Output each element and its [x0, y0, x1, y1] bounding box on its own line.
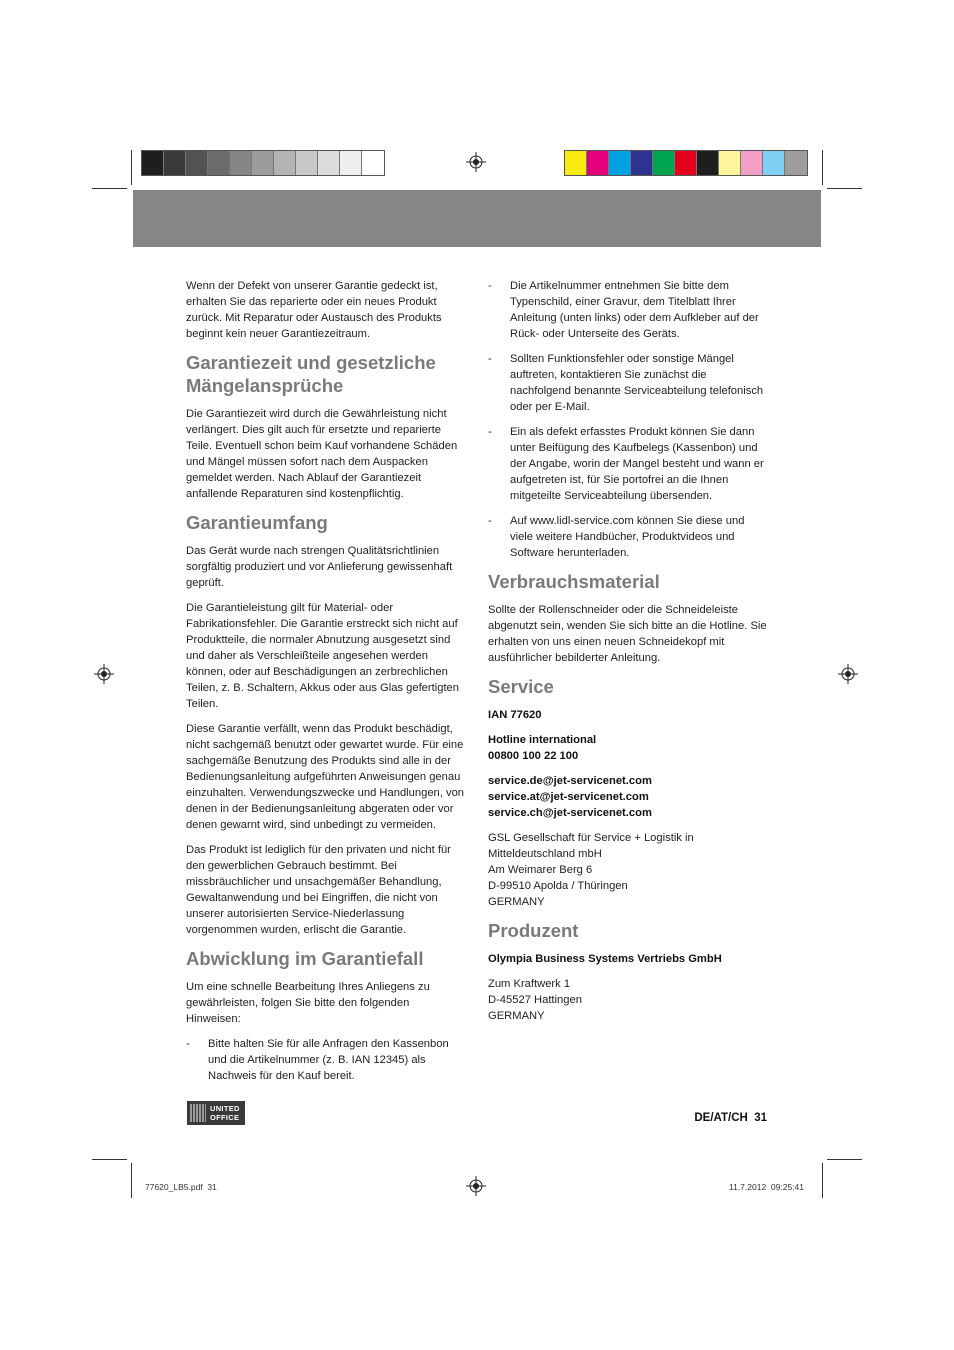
heading-abwicklung: Abwicklung im Garantiefall [186, 948, 424, 969]
crop-mark [822, 150, 823, 185]
gray-swatch [340, 151, 362, 175]
crop-mark [827, 188, 862, 189]
bullet-text: Ein als defekt erfasstes Produkt können Sie dann unter Beifügung des Kaufbelegs (Kassenbon) und der Angabe, worin der Mangel besteht und wann er aufgetreten ist, für Sie portofrei an die Ihnen mitgeteilte Serviceabteilung übersenden. [510, 426, 764, 502]
email-ch-link[interactable]: service.ch@jet-servicenet.com [488, 807, 652, 819]
gray-swatch [164, 151, 186, 175]
gray-swatch [296, 151, 318, 175]
right-column [488, 278, 768, 1024]
color-swatch [653, 151, 675, 175]
bullet-text: Auf www.lidl-service.com können Sie diese und viele weitere Handbücher, Produktvideos und Software herunterladen. [510, 515, 745, 559]
united-office-logo [187, 1101, 245, 1125]
paragraph-umfang-2: Die Garantieleistung gilt für Material- oder Fabrikationsfehler. Die Garantie erstreckt sich nicht auf Produktteile, die normaler Abnutzung ausgesetzt sind und daher als Verschleißteile angesehen werden können, oder auf Beschädigungen an zerbrechlichen Teilen, z. B. Schaltern, Akkus oder aus Glas gefertigten Teilen. [186, 602, 459, 710]
paragraph-garantiezeit: Die Garantiezeit wird durch die Gewährleistung nicht verlängert. Dies gilt auch für ersetzte und reparierte Teile. Eventuell schon beim Kauf vorhandene Schäden und Mängel müssen sofort nach dem Auspacken gemeldet werden. Nach Ablauf der Garantiezeit anfallende Reparaturen sind kostenpflichtig. [186, 408, 458, 500]
heading-garantieumfang: Garantieumfang [186, 512, 328, 533]
registration-mark-icon [466, 152, 486, 172]
header-band [133, 190, 821, 247]
email-de-link[interactable]: service.de@jet-servicenet.com [488, 775, 652, 787]
producer-country: GERMANY [488, 1010, 545, 1022]
slug-filename: 77620_LB5.pdf 31 [145, 1182, 217, 1192]
bullet-dash: - [186, 1038, 190, 1050]
heading-produzent: Produzent [488, 920, 579, 941]
crop-mark [827, 1159, 862, 1160]
gray-swatch [318, 151, 340, 175]
list-item [488, 424, 768, 504]
crop-mark [131, 1163, 132, 1198]
crop-mark [131, 150, 132, 185]
logo-grid-icon [190, 1104, 206, 1122]
color-swatch [565, 151, 587, 175]
registration-mark-icon [838, 664, 858, 684]
gray-swatch [186, 151, 208, 175]
bullet-dash: - [488, 353, 492, 365]
gray-swatch [208, 151, 230, 175]
paragraph-umfang-4: Das Produkt ist lediglich für den privaten und nicht für den gewerblichen Gebrauch bestimmt. Bei missbräuchlicher und unsachgemäßer Behandlung, Gewaltanwendung und bei Eingriffen, die nicht von unserer autorisierten Service-Niederlassung vorgenommen wurden, erlischt die Garantie. [186, 844, 451, 936]
logo-line-2: OFFICE [210, 1113, 240, 1122]
left-column [186, 278, 466, 1093]
heading-verbrauchsmaterial: Verbrauchsmaterial [488, 571, 660, 592]
paragraph-umfang-1: Das Gerät wurde nach strengen Qualitätsrichtlinien sorgfältig produziert und vor Anlieferung gewissenhaft geprüft. [186, 545, 453, 589]
gray-calibration-bar [141, 150, 385, 176]
producer-name: Olympia Business Systems Vertriebs GmbH [488, 953, 722, 965]
address-country: GERMANY [488, 896, 545, 908]
heading-service: Service [488, 676, 554, 697]
color-swatch [763, 151, 785, 175]
crop-mark [822, 1163, 823, 1198]
intro-paragraph: Wenn der Defekt von unserer Garantie gedeckt ist, erhalten Sie das reparierte oder ein neues Produkt zurück. Mit Reparatur oder Austausch des Produkts beginnt kein neuer Garantiezeitraum. [186, 280, 442, 340]
color-swatch [719, 151, 741, 175]
list-item [488, 351, 768, 415]
gray-swatch [230, 151, 252, 175]
color-swatch [785, 151, 807, 175]
slug-timestamp: 11.7.2012 09:25:41 [729, 1182, 804, 1192]
bullet-dash: - [488, 280, 492, 292]
paragraph-abwicklung: Um eine schnelle Bearbeitung Ihres Anliegens zu gewährleisten, folgen Sie bitte den folgenden Hinweisen: [186, 981, 430, 1025]
page-number: DE/AT/CH 31 [694, 1112, 767, 1124]
paragraph-verbrauchsmaterial: Sollte der Rollenschneider oder die Schneideleiste abgenutzt sein, wenden Sie sich bitte an die Hotline. Sie erhalten von uns einen neuen Schneidekopf mit ausführlicher bebilderter Anleitung. [488, 604, 767, 664]
gray-swatch [362, 151, 384, 175]
ian-number: IAN 77620 [488, 709, 542, 721]
color-calibration-bar [564, 150, 808, 176]
producer-city: D-45527 Hattingen [488, 994, 582, 1006]
registration-mark-icon [94, 664, 114, 684]
bullet-dash: - [488, 426, 492, 438]
list-item [488, 513, 768, 561]
heading-garantiezeit: Garantiezeit und gesetzliche Mängelansprüche [186, 352, 436, 396]
color-swatch [609, 151, 631, 175]
gray-swatch [274, 151, 296, 175]
bullet-text: Bitte halten Sie für alle Anfragen den Kassenbon und die Artikelnummer (z. B. IAN 12345) als Nachweis für den Kauf bereit. [208, 1038, 449, 1082]
address-company: GSL Gesellschaft für Service + Logistik in Mitteldeutschland mbH [488, 832, 694, 860]
bullet-text: Sollten Funktionsfehler oder sonstige Mängel auftreten, kontaktieren Sie zunächst die nachfolgend benannte Serviceabteilung telefonisch oder per E-Mail. [510, 353, 764, 413]
color-swatch [675, 151, 697, 175]
address-city: D-99510 Apolda / Thüringen [488, 880, 628, 892]
hotline-label: Hotline international [488, 734, 597, 746]
color-swatch [587, 151, 609, 175]
email-at-link[interactable]: service.at@jet-servicenet.com [488, 791, 649, 803]
address-street: Am Weimarer Berg 6 [488, 864, 593, 876]
color-swatch [697, 151, 719, 175]
list-item [186, 1036, 466, 1084]
crop-mark [92, 1159, 127, 1160]
color-swatch [741, 151, 763, 175]
bullet-text: Die Artikelnummer entnehmen Sie bitte dem Typenschild, einer Gravur, dem Titelblatt Ihrer Anleitung (unten links) oder dem Aufkleber auf der Rück- oder Unterseite des Geräts. [510, 280, 759, 340]
gray-swatch [142, 151, 164, 175]
color-swatch [631, 151, 653, 175]
paragraph-umfang-3: Diese Garantie verfällt, wenn das Produkt beschädigt, nicht sachgemäß benutzt oder gewartet wurde. Für eine sachgemäße Benutzung des Produkts sind alle in der Bedienungsanleitung aufgeführten Anweisungen genau einzuhalten. Verwendungszwecke und Handlungen, von denen in der Bedienungsanleitung abgeraten oder vor denen gewarnt wird, sind unbedingt zu vermeiden. [186, 723, 465, 831]
gray-swatch [252, 151, 274, 175]
logo-line-1: UNITED [210, 1104, 240, 1113]
crop-mark [92, 188, 127, 189]
bullet-dash: - [488, 515, 492, 527]
registration-mark-icon [466, 1176, 486, 1196]
producer-street: Zum Kraftwerk 1 [488, 978, 571, 990]
hotline-number[interactable]: 00800 100 22 100 [488, 750, 579, 762]
list-item [488, 278, 768, 342]
